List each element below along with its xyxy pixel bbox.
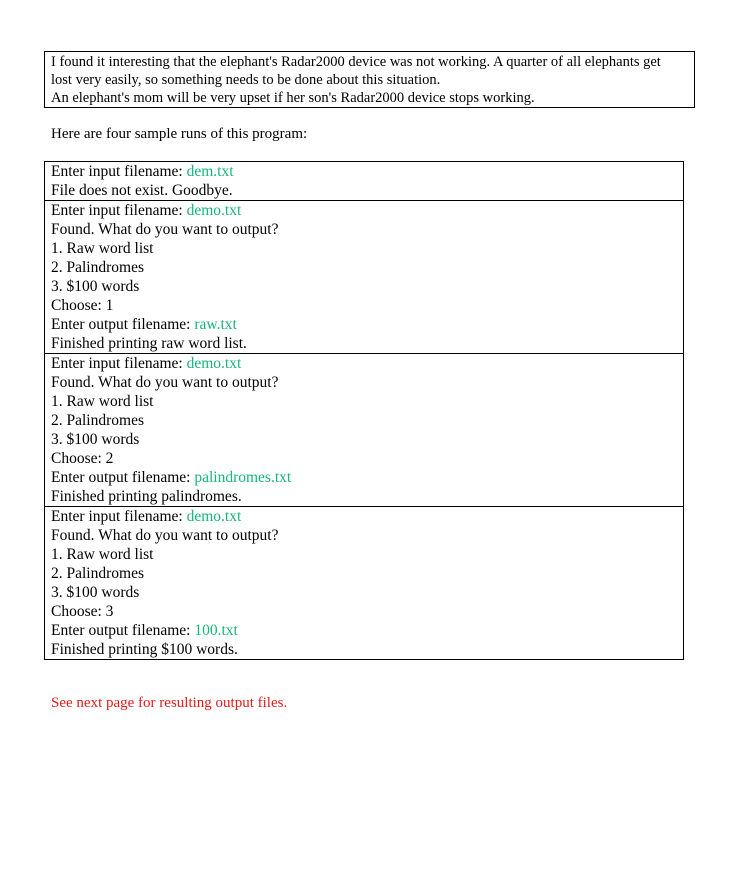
finished-line: Finished printing raw word list. [51, 335, 247, 352]
input-line [51, 354, 677, 373]
intro-text: Here are four sample runs of this program: [51, 126, 308, 142]
input-prompt: Enter input filename: [51, 163, 187, 180]
finished-line: Finished printing palindromes. [51, 488, 242, 505]
output-prompt: Enter output filename: [51, 469, 195, 486]
input-filename: demo.txt [186, 202, 242, 219]
output-line: Found. What do you want to output? [51, 221, 279, 238]
input-line [51, 201, 677, 220]
input-prompt: Enter input filename: [51, 508, 187, 525]
finished-line: Finished printing $100 words. [51, 641, 238, 658]
output-file-line [51, 315, 677, 334]
sample-runs-table [44, 161, 684, 660]
output-line: 2. Palindromes [51, 565, 144, 582]
input-line [51, 507, 677, 526]
output-prompt: Enter output filename: [51, 622, 195, 639]
output-line: 1. Raw word list [51, 546, 154, 563]
output-line: 3. $100 words [51, 431, 140, 448]
output-line: Found. What do you want to output? [51, 527, 279, 544]
input-filename: demo.txt [186, 355, 242, 372]
input-filename: demo.txt [186, 508, 242, 525]
output-line: Choose: 3 [51, 603, 114, 620]
input-prompt: Enter input filename: [51, 355, 187, 372]
output-line: 1. Raw word list [51, 393, 154, 410]
output-line: Choose: 1 [51, 297, 114, 314]
output-line: Found. What do you want to output? [51, 374, 279, 391]
output-line: File does not exist. Goodbye. [51, 182, 233, 199]
sample-run [45, 353, 683, 506]
sample-run [45, 200, 683, 353]
output-prompt: Enter output filename: [51, 316, 195, 333]
note-box [44, 51, 695, 108]
footer-note: See next page for resulting output files. [51, 695, 288, 711]
sample-run [45, 506, 683, 659]
output-line: 2. Palindromes [51, 259, 144, 276]
output-line: 2. Palindromes [51, 412, 144, 429]
input-line [51, 162, 677, 181]
output-filename: raw.txt [194, 316, 237, 333]
input-filename: dem.txt [186, 163, 234, 180]
output-line: 3. $100 words [51, 584, 140, 601]
sample-run [45, 162, 683, 200]
output-line: Choose: 2 [51, 450, 114, 467]
output-filename: 100.txt [194, 622, 238, 639]
note-line: An elephant's mom will be very upset if her son's Radar2000 device stops working. [51, 90, 535, 106]
output-file-line [51, 621, 677, 640]
note-line: I found it interesting that the elephant's Radar2000 device was not working. A quarter of all elephants get [51, 54, 661, 70]
output-line: 1. Raw word list [51, 240, 154, 257]
input-prompt: Enter input filename: [51, 202, 187, 219]
note-line: lost very easily, so something needs to be done about this situation. [51, 72, 441, 88]
output-filename: palindromes.txt [194, 469, 292, 486]
output-line: 3. $100 words [51, 278, 140, 295]
output-file-line [51, 468, 677, 487]
